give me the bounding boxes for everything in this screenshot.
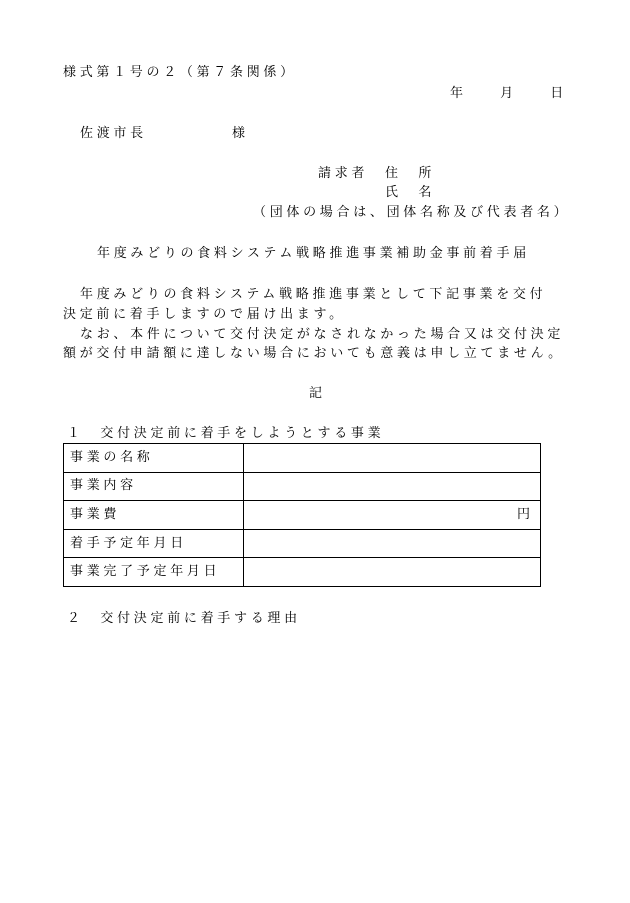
project-cost-label: 事業費 — [64, 501, 244, 529]
planned-completion-date-value-cell — [244, 558, 540, 586]
table-row — [64, 530, 540, 559]
project-content-value-cell — [244, 473, 540, 501]
addressee: 佐渡市長 — [80, 126, 147, 141]
document-title: 年度みどりの食料システム戦略推進事業補助金事前着手届 — [97, 246, 530, 261]
section-2-heading: ２ 交付決定前に着手する理由 — [67, 611, 301, 626]
table-row — [64, 444, 540, 473]
table-row — [64, 558, 540, 587]
project-name-label: 事業の名称 — [64, 444, 244, 472]
ki-heading: 記 — [309, 386, 326, 401]
claimant-name-label: 氏 名 — [385, 185, 436, 200]
body-line: 決定前に着手しますので届け出ます。 — [63, 307, 346, 322]
planned-start-date-label: 着手予定年月日 — [64, 530, 244, 558]
claimant-note: （団体の場合は、団体名称及び代表者名） — [253, 205, 571, 220]
table-row — [64, 473, 540, 502]
body-line: 額が交付申請額に達しない場合においても意義は申し立てません。 — [63, 346, 565, 361]
table-row — [64, 501, 540, 530]
date-line: 年 月 日 — [450, 86, 567, 101]
project-content-label: 事業内容 — [64, 473, 244, 501]
addressee-honorific: 様 — [232, 126, 249, 141]
claimant-label: 請求者 — [318, 166, 369, 181]
form-number: 様式第１号の２（第７条関係） — [63, 65, 297, 80]
section-1-heading: １ 交付決定前に着手をしようとする事業 — [67, 426, 385, 441]
project-name-value-cell — [244, 444, 540, 472]
body-line: なお、本件について交付決定がなされなかった場合又は交付決定 — [80, 327, 565, 342]
body-line: 年度みどりの食料システム戦略推進事業として下記事業を交付 — [80, 287, 547, 302]
planned-start-date-value-cell — [244, 530, 540, 558]
yen-unit: 円 — [516, 506, 530, 522]
claimant-address-label: 住 所 — [385, 166, 436, 181]
project-cost-value-cell — [244, 501, 540, 529]
planned-completion-date-label: 事業完了予定年月日 — [64, 558, 244, 586]
project-table — [63, 443, 541, 587]
